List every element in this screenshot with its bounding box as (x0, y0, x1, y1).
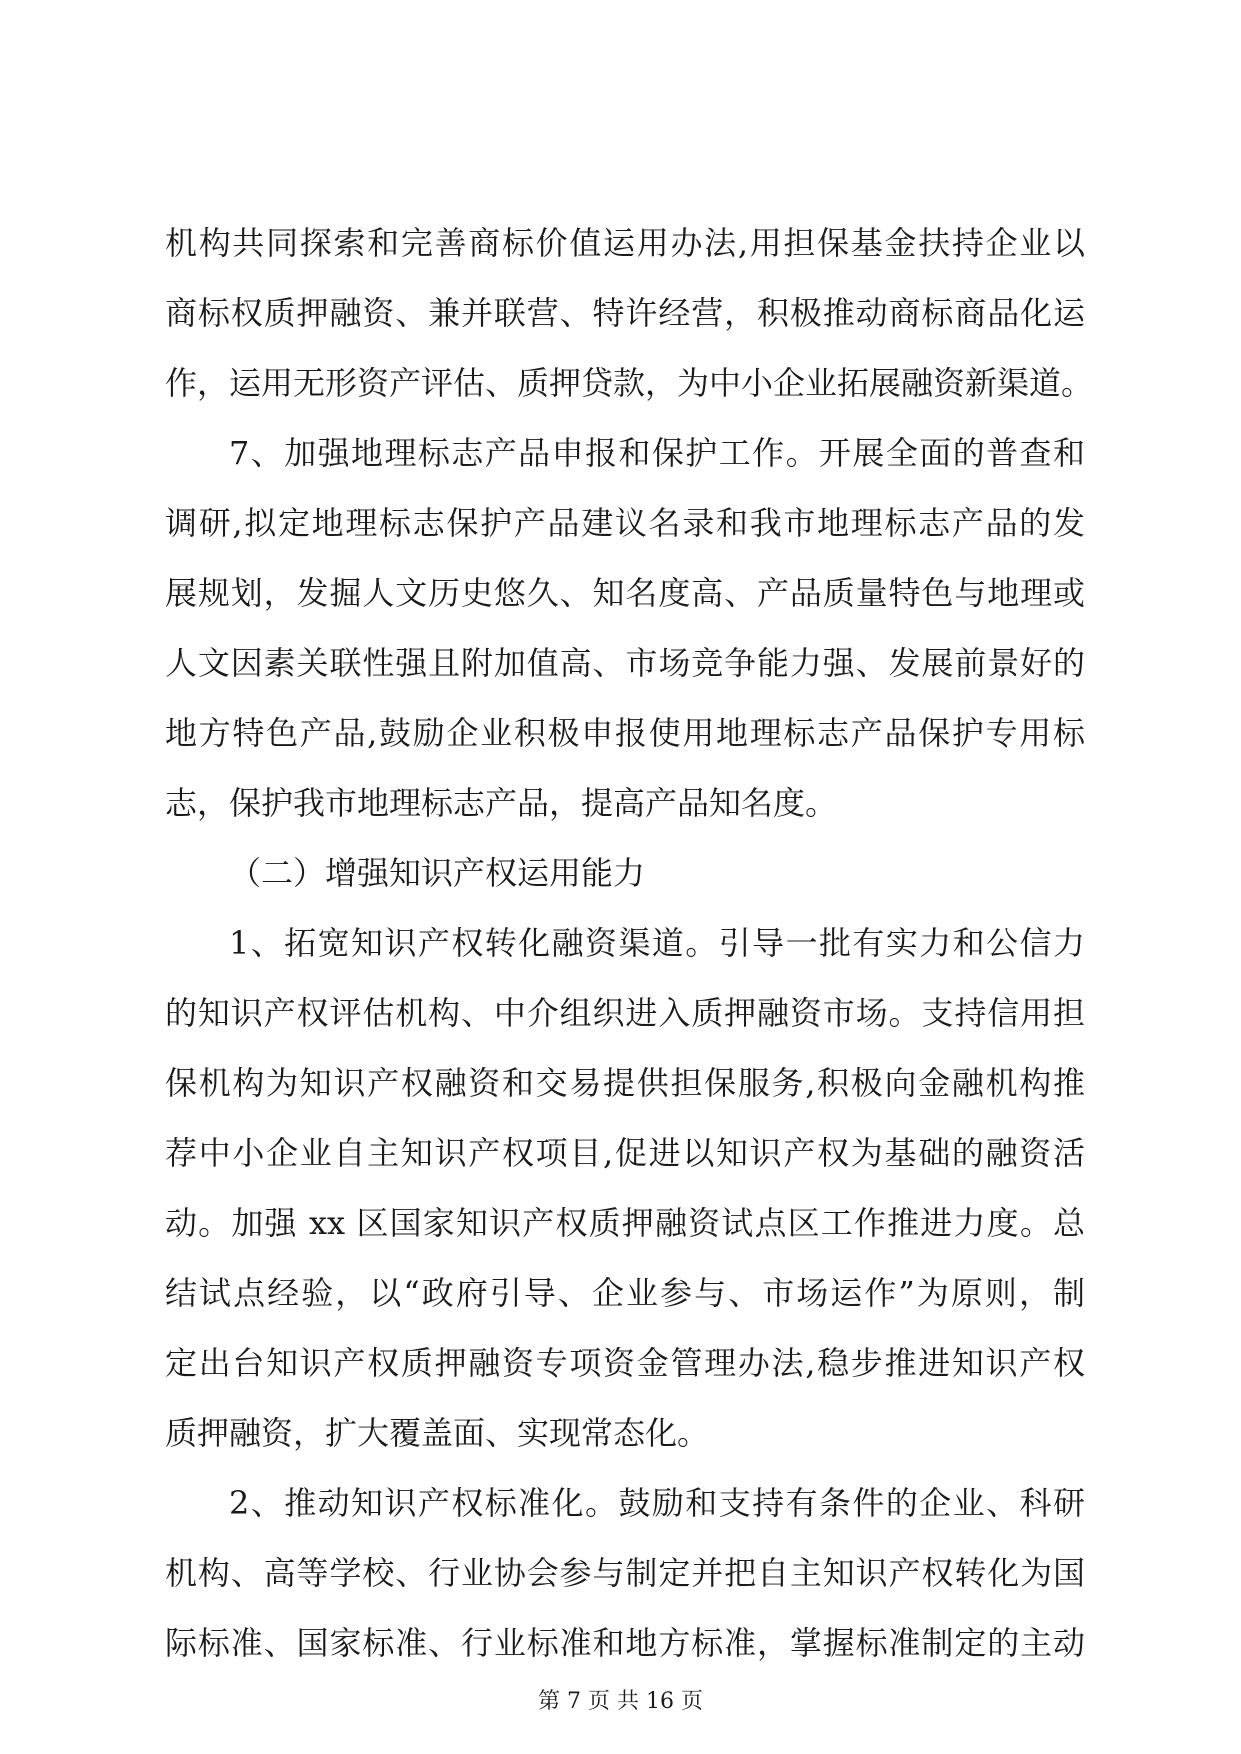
text-line: 地方特色产品,鼓励企业积极申报使用地理标志产品保护专用标 (165, 714, 1085, 752)
text-line: 质押融资，扩大覆盖面、实现常态化。 (165, 1414, 710, 1452)
paragraph-start-line: 2、推动知识产权标准化。鼓励和支持有条件的企业、科研 (229, 1484, 1085, 1522)
text-line: 调研,拟定地理标志保护产品建议名录和我市地理标志产品的发 (165, 504, 1085, 542)
text-line: 作，运用无形资产评估、质押贷款，为中小企业拓展融资新渠道。 (165, 364, 1094, 402)
text-line: 定出台知识产权质押融资专项资金管理办法,稳步推进知识产权 (165, 1344, 1085, 1382)
text-line: 志，保护我市地理标志产品，提高产品知名度。 (165, 784, 838, 822)
text-line: 人文因素关联性强且附加值高、市场竞争能力强、发展前景好的 (165, 644, 1085, 682)
paragraph-start-line: 1、拓宽知识产权转化融资渠道。引导一批有实力和公信力 (229, 924, 1085, 962)
text-line: 荐中小企业自主知识产权项目,促进以知识产权为基础的融资活 (165, 1134, 1085, 1172)
page-number-footer: 第 7 页 共 16 页 (538, 1689, 703, 1714)
text-line: 展规划，发掘人文历史悠久、知名度高、产品质量特色与地理或 (165, 574, 1085, 612)
text-line: 结试点经验，以“政府引导、企业参与、市场运作”为原则，制 (165, 1274, 1085, 1312)
text-line: 保机构为知识产权融资和交易提供担保服务,积极向金融机构推 (165, 1064, 1085, 1102)
text-line: 动。加强 xx 区国家知识产权质押融资试点区工作推进力度。总 (165, 1204, 1085, 1242)
section-heading: （二）增强知识产权运用能力 (229, 854, 646, 892)
text-line: 机构共同探索和完善商标价值运用办法,用担保基金扶持企业以 (165, 224, 1085, 262)
text-line: 商标权质押融资、兼并联营、特许经营，积极推动商标商品化运 (165, 294, 1085, 332)
text-line: 机构、高等学校、行业协会参与制定并把自主知识产权转化为国 (165, 1554, 1085, 1592)
text-line: 际标准、国家标准、行业标准和地方标准，掌握标准制定的主动 (165, 1624, 1085, 1662)
paragraph-start-line: 7、加强地理标志产品申报和保护工作。开展全面的普查和 (229, 434, 1085, 472)
text-line: 的知识产权评估机构、中介组织进入质押融资市场。支持信用担 (165, 994, 1085, 1032)
